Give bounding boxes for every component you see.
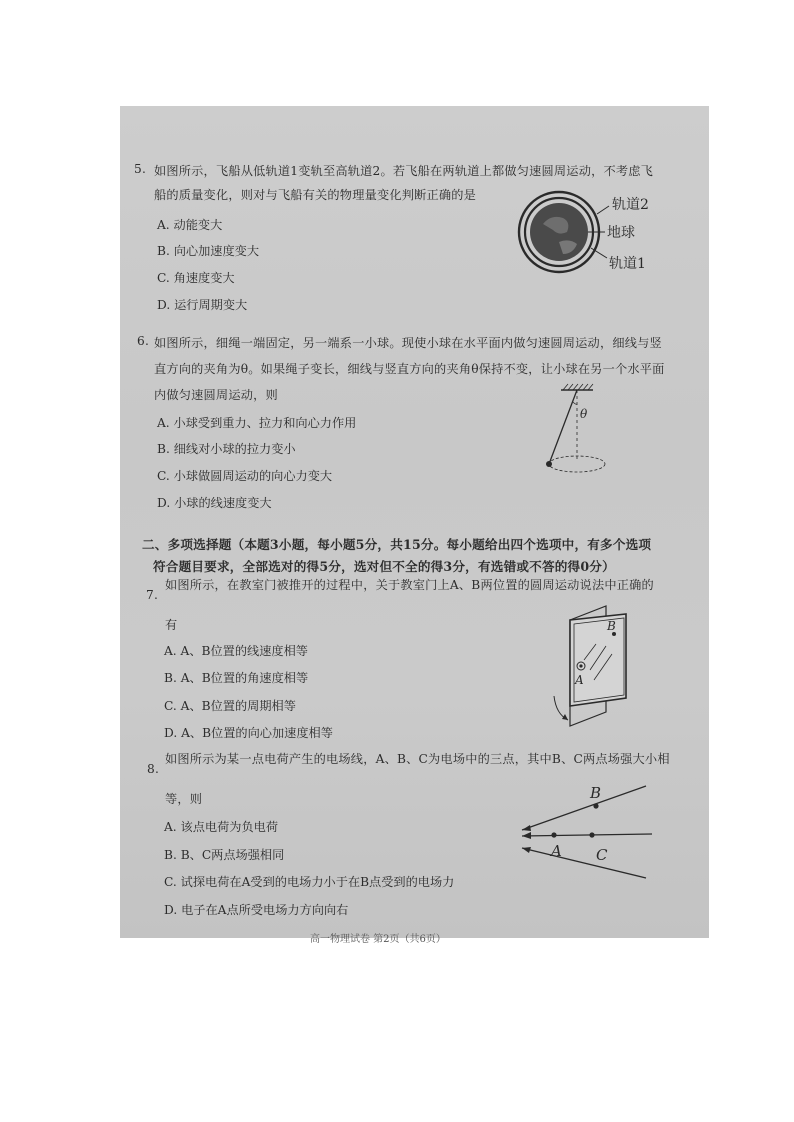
section-heading-line: 符合题目要求，全部选对的得5分，选对但不全的得3分，有选错或不答的得0分） bbox=[153, 559, 615, 574]
option-d: D. 电子在A点所受电场力方向向右 bbox=[164, 903, 349, 917]
string bbox=[549, 390, 577, 464]
ball bbox=[546, 461, 552, 467]
question-text-line: 有 bbox=[165, 618, 178, 632]
orbit-1-label: 轨道1 bbox=[609, 256, 646, 272]
orbit-diagram bbox=[515, 184, 695, 280]
door-diagram bbox=[550, 600, 650, 728]
question-number: 6. bbox=[137, 334, 150, 348]
field-line-middle bbox=[522, 834, 652, 836]
question-text-line: 直方向的夹角为θ。如果绳子变长，细线与竖直方向的夹角θ保持不变，让小球在另一个水平面 bbox=[154, 362, 665, 376]
option-b: B. B、C两点场强相同 bbox=[164, 848, 285, 862]
option-c: C. 试探电荷在A受到的电场力小于在B点受到的电场力 bbox=[164, 875, 455, 889]
point-c-label: C bbox=[596, 846, 608, 864]
conical-pendulum-diagram bbox=[525, 378, 645, 478]
point-b-label: B bbox=[590, 784, 602, 802]
door-panel bbox=[570, 614, 626, 706]
page-footer: 高一物理试卷 第2页（共6页） bbox=[310, 934, 446, 945]
point-b bbox=[593, 803, 598, 808]
question-number: 5. bbox=[134, 162, 147, 176]
point-c bbox=[589, 832, 594, 837]
option-b: B. A、B位置的角速度相等 bbox=[164, 671, 309, 685]
earth-label: 地球 bbox=[607, 225, 635, 241]
question-text-line: 内做匀速圆周运动，则 bbox=[154, 388, 278, 402]
point-a-label: A bbox=[575, 673, 584, 687]
question-text-line: 如图所示为某一点电荷产生的电场线，A、B、C为电场中的三点，其中B、C两点场强大小相 bbox=[165, 752, 670, 766]
theta-label: θ bbox=[580, 407, 588, 421]
electric-field-diagram bbox=[516, 778, 666, 888]
option-a: A. 该点电荷为负电荷 bbox=[164, 820, 279, 834]
angle-arc bbox=[573, 402, 577, 404]
field-line-top bbox=[522, 786, 646, 830]
option-c: C. 角速度变大 bbox=[157, 271, 235, 285]
option-c: C. A、B位置的周期相等 bbox=[164, 699, 296, 713]
option-b: B. 向心加速度变大 bbox=[157, 244, 260, 258]
option-d: D. 运行周期变大 bbox=[157, 298, 248, 312]
question-text-line: 如图所示，细绳一端固定，另一端系一小球。现使小球在水平面内做匀速圆周运动，细线与竖 bbox=[154, 336, 662, 350]
point-b-label: B bbox=[607, 619, 616, 633]
field-line-bottom bbox=[522, 848, 646, 878]
option-a: A. 小球受到重力、拉力和向心力作用 bbox=[157, 416, 357, 430]
ceiling-hatching bbox=[563, 384, 593, 390]
option-b: B. 细线对小球的拉力变小 bbox=[157, 442, 296, 456]
option-d: D. 小球的线速度变大 bbox=[157, 496, 272, 510]
section-heading-line: 二、多项选择题（本题3小题，每小题5分，共15分。每小题给出四个选项中，有多个选项 bbox=[142, 537, 652, 552]
question-text-line: 等，则 bbox=[165, 792, 203, 806]
question-number: 8. bbox=[147, 762, 160, 776]
question-text-line: 如图所示，飞船从低轨道1变轨至高轨道2。若飞船在两轨道上都做匀速圆周运动，不考虑飞 bbox=[154, 164, 654, 178]
option-a: A. 动能变大 bbox=[157, 218, 223, 232]
point-a-label: A bbox=[551, 842, 562, 860]
option-d: D. A、B位置的向心加速度相等 bbox=[164, 726, 333, 740]
label-leader-line bbox=[597, 206, 609, 214]
question-text-line: 船的质量变化，则对与飞船有关的物理量变化判断正确的是 bbox=[154, 188, 477, 202]
orbit-2-label: 轨道2 bbox=[612, 197, 649, 213]
question-number: 7. bbox=[146, 588, 159, 602]
option-c: C. 小球做圆周运动的向心力变大 bbox=[157, 469, 333, 483]
option-a: A. A、B位置的线速度相等 bbox=[164, 644, 308, 658]
point-a bbox=[551, 832, 556, 837]
question-text-line: 如图所示，在教室门被推开的过程中，关于教室门上A、B两位置的圆周运动说法中正确的 bbox=[165, 578, 654, 592]
exam-sheet bbox=[120, 106, 709, 945]
